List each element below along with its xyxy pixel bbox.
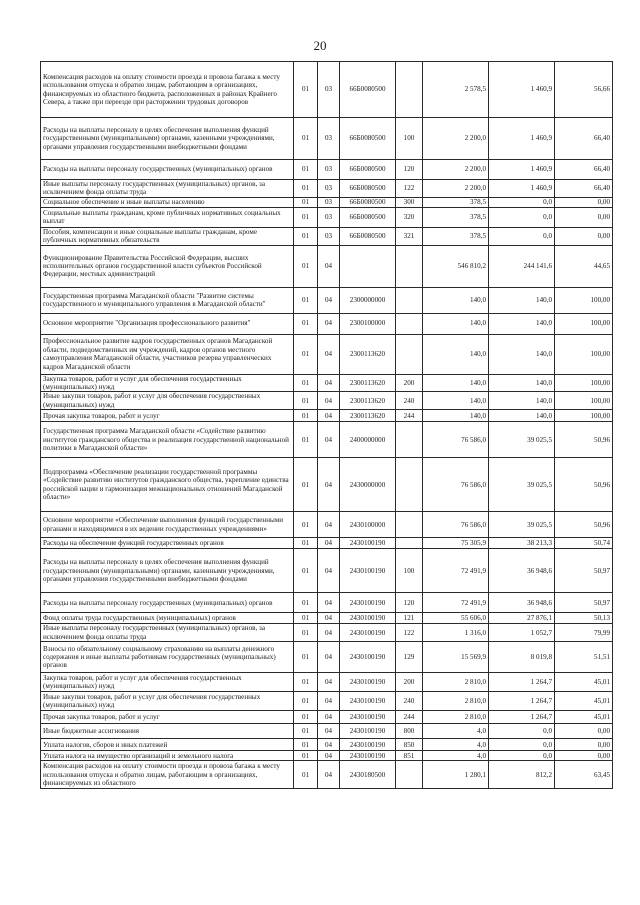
table-row [41,160,613,180]
row-subsection-cell: 04 [318,410,340,422]
table-row [41,422,613,458]
row-section-cell: 01 [294,62,318,118]
row-plan-cell: 76 586,0 [423,458,489,512]
row-section-cell: 01 [294,197,318,207]
row-name-cell: Расходы на выплаты персоналу государственных (муниципальных) органов [41,160,294,180]
row-expense-type-cell [396,761,423,789]
row-actual-cell: 140,0 [489,392,555,410]
row-expense-type-cell: 100 [396,118,423,160]
row-percent-cell: 100,00 [555,287,613,313]
table-row [41,512,613,538]
row-plan-cell: 140,0 [423,410,489,422]
row-target-article-cell: 2430100190 [340,711,396,724]
row-percent-cell: 50,97 [555,549,613,593]
row-subsection-cell: 04 [318,642,340,673]
row-actual-cell: 1 460,9 [489,180,555,198]
table-row [41,642,613,673]
row-subsection-cell: 04 [318,624,340,642]
table-row [41,549,613,593]
row-subsection-cell: 04 [318,392,340,410]
row-name-cell: Взносы по обязательному социальному страхованию на выплаты денежного содержания и иные выплаты работникам государственных (муниципальных) органов [41,642,294,673]
row-actual-cell: 38 213,3 [489,538,555,549]
row-actual-cell: 27 876,1 [489,613,555,624]
table-row [41,711,613,724]
row-percent-cell: 100,00 [555,313,613,334]
row-name-cell: Иные бюджетные ассигнования [41,724,294,739]
row-percent-cell: 100,00 [555,410,613,422]
row-section-cell: 01 [294,180,318,198]
table-row [41,751,613,761]
row-plan-cell: 2 810,0 [423,692,489,711]
row-name-cell: Пособия, компенсации и иные социальные выплаты гражданам, кроме публичных нормативных обязательств [41,227,294,245]
row-section-cell: 01 [294,118,318,160]
row-target-article-cell: 2430180500 [340,761,396,789]
table-row [41,334,613,374]
row-target-article-cell: 2300100000 [340,313,396,334]
row-section-cell: 01 [294,458,318,512]
table-row [41,287,613,313]
row-target-article-cell: 2430100190 [340,613,396,624]
row-subsection-cell: 04 [318,739,340,751]
row-name-cell: Иные закупки товаров, работ и услуг для обеспечения государственных (муниципальных) нужд [41,692,294,711]
row-section-cell: 01 [294,613,318,624]
row-name-cell: Расходы на выплаты персоналу в целях обеспечения выполнения функций государственными (муниципальными) органами, казенными учреждениями, органами управления государственными внебюджетными фондами [41,549,294,593]
row-subsection-cell: 03 [318,180,340,198]
row-plan-cell: 2 578,5 [423,62,489,118]
row-percent-cell: 50,96 [555,512,613,538]
row-target-article-cell: 2430100000 [340,512,396,538]
row-percent-cell: 0,00 [555,207,613,227]
row-expense-type-cell [396,458,423,512]
row-target-article-cell: 2430100190 [340,538,396,549]
table-row [41,724,613,739]
row-subsection-cell: 03 [318,160,340,180]
row-target-article-cell: 2400000000 [340,422,396,458]
row-plan-cell: 75 305,9 [423,538,489,549]
row-target-article-cell: 2300000000 [340,287,396,313]
row-percent-cell: 56,66 [555,62,613,118]
row-section-cell: 01 [294,227,318,245]
row-percent-cell: 0,00 [555,739,613,751]
row-plan-cell: 55 606,0 [423,613,489,624]
row-name-cell: Закупка товаров, работ и услуг для обеспечения государственных (муниципальных) нужд [41,374,294,392]
row-expense-type-cell [396,334,423,374]
row-subsection-cell: 04 [318,593,340,613]
row-name-cell: Прочая закупка товаров, работ и услуг [41,410,294,422]
table-row [41,458,613,512]
row-subsection-cell: 04 [318,245,340,287]
row-actual-cell: 244 141,6 [489,245,555,287]
row-section-cell: 01 [294,642,318,673]
row-actual-cell: 1 460,9 [489,160,555,180]
row-name-cell: Фонд оплаты труда государственных (муниципальных) органов [41,613,294,624]
row-actual-cell: 8 019,8 [489,642,555,673]
row-expense-type-cell [396,422,423,458]
table-row [41,62,613,118]
row-percent-cell: 0,00 [555,724,613,739]
row-percent-cell: 0,00 [555,751,613,761]
row-target-article-cell [340,245,396,287]
row-plan-cell: 2 810,0 [423,711,489,724]
row-percent-cell: 50,96 [555,422,613,458]
budget-table [40,61,613,789]
row-expense-type-cell: 244 [396,410,423,422]
row-target-article-cell: 66Б0080500 [340,118,396,160]
row-target-article-cell: 2430100190 [340,549,396,593]
row-plan-cell: 76 586,0 [423,422,489,458]
row-percent-cell: 66,40 [555,118,613,160]
row-name-cell: Закупка товаров, работ и услуг для обеспечения государственных (муниципальных) нужд [41,673,294,692]
row-subsection-cell: 04 [318,711,340,724]
row-target-article-cell: 2300113620 [340,392,396,410]
row-expense-type-cell [396,62,423,118]
row-plan-cell: 72 491,9 [423,549,489,593]
row-section-cell: 01 [294,549,318,593]
row-name-cell: Подпрограмма «Обеспечение реализации государственной программы «Содействие развитию институтов гражданского общества, укрепление единства российской нации и гармонизация межнациональных отношений Магаданской области» [41,458,294,512]
row-actual-cell: 0,0 [489,724,555,739]
row-plan-cell: 2 810,0 [423,673,489,692]
row-plan-cell: 1 280,1 [423,761,489,789]
row-target-article-cell: 2430000000 [340,458,396,512]
row-actual-cell: 1 264,7 [489,673,555,692]
row-target-article-cell: 66Б0080500 [340,227,396,245]
table-row [41,613,613,624]
row-expense-type-cell: 240 [396,692,423,711]
row-actual-cell: 140,0 [489,410,555,422]
row-actual-cell: 140,0 [489,287,555,313]
row-expense-type-cell [396,287,423,313]
row-actual-cell: 1 264,7 [489,711,555,724]
row-plan-cell: 15 569,9 [423,642,489,673]
row-name-cell: Государственная программа Магаданской области "Развитие системы государственного и муниципального управления в Магаданской области" [41,287,294,313]
row-subsection-cell: 03 [318,207,340,227]
table-row [41,245,613,287]
row-percent-cell: 45,01 [555,711,613,724]
row-actual-cell: 39 025,5 [489,512,555,538]
row-subsection-cell: 04 [318,287,340,313]
row-percent-cell: 45,01 [555,673,613,692]
row-actual-cell: 1 264,7 [489,692,555,711]
row-actual-cell: 39 025,5 [489,422,555,458]
row-subsection-cell: 04 [318,549,340,593]
row-target-article-cell: 66Б0080500 [340,62,396,118]
row-plan-cell: 140,0 [423,392,489,410]
row-name-cell: Расходы на обеспечение функций государственных органов [41,538,294,549]
row-expense-type-cell: 120 [396,593,423,613]
row-actual-cell: 0,0 [489,739,555,751]
row-actual-cell: 0,0 [489,197,555,207]
row-expense-type-cell: 129 [396,642,423,673]
row-section-cell: 01 [294,739,318,751]
row-expense-type-cell: 200 [396,374,423,392]
row-subsection-cell: 04 [318,761,340,789]
row-actual-cell: 140,0 [489,374,555,392]
row-section-cell: 01 [294,538,318,549]
row-subsection-cell: 03 [318,62,340,118]
row-percent-cell: 0,00 [555,227,613,245]
row-name-cell: Государственная программа Магаданской области «Содействие развитию институтов гражданского общества и реализация государственной национальной политики в Магаданской области» [41,422,294,458]
row-subsection-cell: 04 [318,538,340,549]
row-target-article-cell: 2430100190 [340,724,396,739]
table-row [41,207,613,227]
row-expense-type-cell: 321 [396,227,423,245]
row-actual-cell: 39 025,5 [489,458,555,512]
row-expense-type-cell: 120 [396,160,423,180]
row-subsection-cell: 04 [318,422,340,458]
row-percent-cell: 50,97 [555,593,613,613]
row-expense-type-cell: 850 [396,739,423,751]
row-subsection-cell: 03 [318,118,340,160]
row-name-cell: Компенсация расходов на оплату стоимости проезда и провоза багажа к месту использования отпуска и обратно лицам, работающим в организациях, финансируемых из областного [41,761,294,789]
row-section-cell: 01 [294,761,318,789]
row-plan-cell: 140,0 [423,374,489,392]
row-target-article-cell: 2300113620 [340,410,396,422]
table-row [41,227,613,245]
row-subsection-cell: 04 [318,334,340,374]
row-actual-cell: 1 052,7 [489,624,555,642]
row-percent-cell: 66,40 [555,160,613,180]
row-section-cell: 01 [294,422,318,458]
row-name-cell: Иные закупки товаров, работ и услуг для обеспечения государственных (муниципальных) нужд [41,392,294,410]
row-percent-cell: 66,40 [555,180,613,198]
row-section-cell: 01 [294,160,318,180]
row-name-cell: Основное мероприятие «Обеспечение выполнения функций государственными органами и находящимися в их ведении государственных учреждениями» [41,512,294,538]
row-expense-type-cell: 121 [396,613,423,624]
row-percent-cell: 50,74 [555,538,613,549]
row-name-cell: Основное мероприятие "Организация профессионального развития" [41,313,294,334]
row-expense-type-cell: 122 [396,624,423,642]
table-row [41,692,613,711]
row-actual-cell: 36 948,6 [489,593,555,613]
row-section-cell: 01 [294,512,318,538]
row-name-cell: Уплата налогов, сборов и иных платежей [41,739,294,751]
row-plan-cell: 2 200,0 [423,180,489,198]
row-section-cell: 01 [294,245,318,287]
row-plan-cell: 140,0 [423,334,489,374]
row-subsection-cell: 04 [318,512,340,538]
row-target-article-cell: 66Б0080500 [340,197,396,207]
row-percent-cell: 100,00 [555,334,613,374]
row-actual-cell: 0,0 [489,207,555,227]
row-expense-type-cell [396,512,423,538]
row-plan-cell: 76 586,0 [423,512,489,538]
row-actual-cell: 812,2 [489,761,555,789]
row-subsection-cell: 04 [318,458,340,512]
row-expense-type-cell: 100 [396,549,423,593]
table-row [41,180,613,198]
row-plan-cell: 140,0 [423,313,489,334]
row-name-cell: Профессиональное развитие кадров государственных органов Магаданской области, подведомственных им учреждений, кадров органов местного самоуправления Магаданской области, участников резерва управленческих кадров Магаданской области [41,334,294,374]
row-name-cell: Иные выплаты персоналу государственных (муниципальных) органов, за исключением фонда оплаты труда [41,180,294,198]
row-subsection-cell: 04 [318,751,340,761]
row-actual-cell: 140,0 [489,313,555,334]
row-plan-cell: 4,0 [423,751,489,761]
row-plan-cell: 4,0 [423,724,489,739]
table-row [41,313,613,334]
row-subsection-cell: 04 [318,313,340,334]
row-section-cell: 01 [294,287,318,313]
row-expense-type-cell: 800 [396,724,423,739]
row-expense-type-cell: 200 [396,673,423,692]
table-row [41,197,613,207]
row-name-cell: Функционирование Правительства Российской Федерации, высших исполнительных органов государственной власти субъектов Российской Федерации, местных администраций [41,245,294,287]
row-plan-cell: 4,0 [423,739,489,751]
row-name-cell: Уплата налога на имущество организаций и земельного налога [41,751,294,761]
row-subsection-cell: 03 [318,197,340,207]
row-percent-cell: 100,00 [555,392,613,410]
row-section-cell: 01 [294,392,318,410]
row-plan-cell: 1 316,0 [423,624,489,642]
row-plan-cell: 378,5 [423,227,489,245]
table-row [41,593,613,613]
row-section-cell: 01 [294,410,318,422]
row-subsection-cell: 04 [318,673,340,692]
row-expense-type-cell [396,245,423,287]
row-plan-cell: 378,5 [423,207,489,227]
row-name-cell: Расходы на выплаты персоналу в целях обеспечения выполнения функций государственными (муниципальными) органами, казенными учреждениями, органами управления государственными внебюджетными фондами [41,118,294,160]
row-plan-cell: 2 200,0 [423,160,489,180]
row-expense-type-cell: 320 [396,207,423,227]
row-percent-cell: 50,13 [555,613,613,624]
row-subsection-cell: 04 [318,692,340,711]
row-target-article-cell: 66Б0080500 [340,180,396,198]
row-target-article-cell: 2430100190 [340,673,396,692]
row-target-article-cell: 2430100190 [340,593,396,613]
row-name-cell: Расходы на выплаты персоналу государственных (муниципальных) органов [41,593,294,613]
row-percent-cell: 44,65 [555,245,613,287]
row-section-cell: 01 [294,624,318,642]
row-actual-cell: 0,0 [489,227,555,245]
row-actual-cell: 0,0 [489,751,555,761]
row-target-article-cell: 66Б0080500 [340,207,396,227]
row-expense-type-cell [396,313,423,334]
row-section-cell: 01 [294,711,318,724]
row-expense-type-cell [396,538,423,549]
row-percent-cell: 0,00 [555,197,613,207]
row-percent-cell: 79,99 [555,624,613,642]
row-target-article-cell: 2300113620 [340,334,396,374]
table-row [41,410,613,422]
table-row [41,761,613,789]
row-target-article-cell: 66Б0080500 [340,160,396,180]
row-name-cell: Социальные выплаты гражданам, кроме публичных нормативных социальных выплат [41,207,294,227]
row-target-article-cell: 2300113620 [340,374,396,392]
row-subsection-cell: 04 [318,613,340,624]
table-row [41,118,613,160]
page-number: 20 [313,38,327,53]
row-name-cell: Социальное обеспечение и иные выплаты населению [41,197,294,207]
row-subsection-cell: 04 [318,724,340,739]
row-percent-cell: 45,01 [555,692,613,711]
row-section-cell: 01 [294,207,318,227]
row-actual-cell: 1 460,9 [489,62,555,118]
row-section-cell: 01 [294,673,318,692]
row-section-cell: 01 [294,724,318,739]
row-name-cell: Прочая закупка товаров, работ и услуг [41,711,294,724]
row-expense-type-cell: 851 [396,751,423,761]
table-row [41,739,613,751]
row-expense-type-cell: 240 [396,392,423,410]
row-target-article-cell: 2430100190 [340,642,396,673]
row-plan-cell: 546 810,2 [423,245,489,287]
row-plan-cell: 378,5 [423,197,489,207]
row-name-cell: Иные выплаты персоналу государственных (муниципальных) органов, за исключением фонда оплаты труда [41,624,294,642]
row-section-cell: 01 [294,313,318,334]
row-section-cell: 01 [294,374,318,392]
row-percent-cell: 63,45 [555,761,613,789]
row-expense-type-cell: 300 [396,197,423,207]
row-target-article-cell: 2430100190 [340,739,396,751]
table-row [41,374,613,392]
table-row [41,673,613,692]
row-percent-cell: 51,51 [555,642,613,673]
row-percent-cell: 100,00 [555,374,613,392]
row-target-article-cell: 2430100190 [340,692,396,711]
row-percent-cell: 50,96 [555,458,613,512]
row-subsection-cell: 03 [318,227,340,245]
row-expense-type-cell: 244 [396,711,423,724]
table-row [41,538,613,549]
row-target-article-cell: 2430100190 [340,624,396,642]
table-row [41,392,613,410]
row-section-cell: 01 [294,593,318,613]
row-actual-cell: 36 948,6 [489,549,555,593]
row-expense-type-cell: 122 [396,180,423,198]
row-actual-cell: 1 460,9 [489,118,555,160]
row-plan-cell: 2 200,0 [423,118,489,160]
row-section-cell: 01 [294,692,318,711]
row-target-article-cell: 2430100190 [340,751,396,761]
row-plan-cell: 140,0 [423,287,489,313]
row-name-cell: Компенсация расходов на оплату стоимости проезда и провоза багажа к месту использования отпуска и обратно лицам, работающим в организациях, финансируемых из областного бюджета, расположенных в районах Крайнего Севера, а также при переезде при расторжении трудовых договоров [41,62,294,118]
row-section-cell: 01 [294,334,318,374]
row-actual-cell: 140,0 [489,334,555,374]
table-row [41,624,613,642]
row-subsection-cell: 04 [318,374,340,392]
row-section-cell: 01 [294,751,318,761]
row-plan-cell: 72 491,9 [423,593,489,613]
